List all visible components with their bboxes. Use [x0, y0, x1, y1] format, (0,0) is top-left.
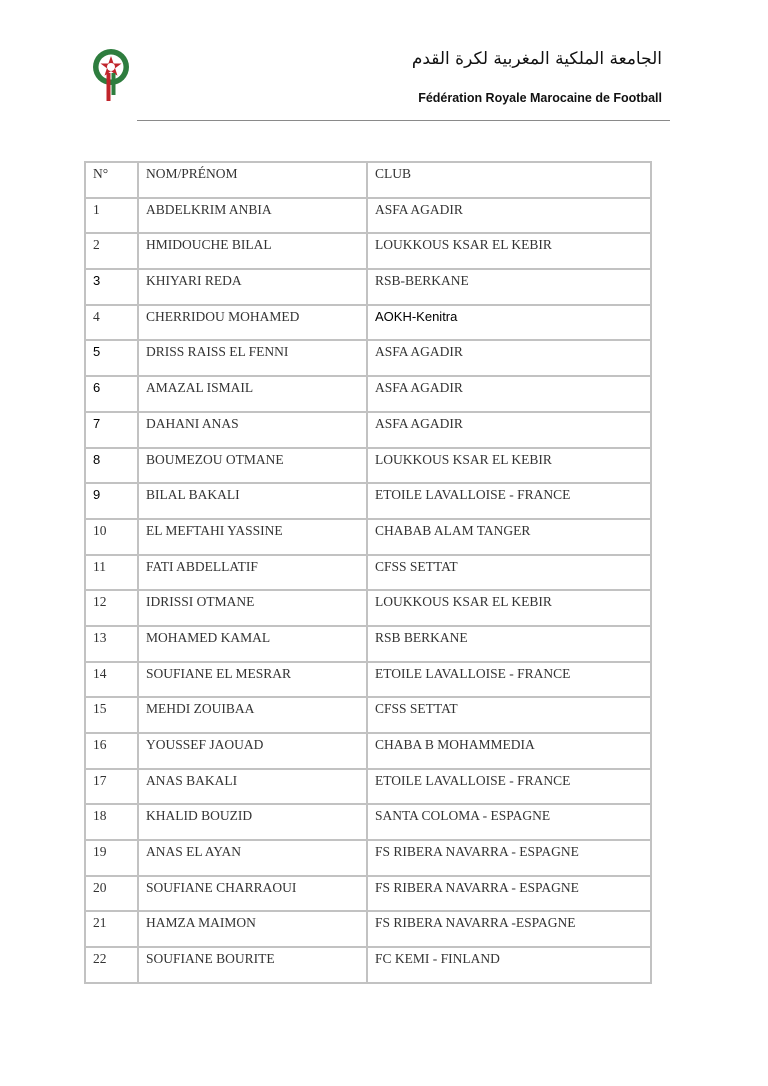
table-row	[85, 305, 651, 341]
player-name: BOUMEZOU OTMANE	[138, 448, 367, 484]
player-club: FS RIBERA NAVARRA -ESPAGNE	[367, 911, 651, 947]
player-club: LOUKKOUS KSAR EL KEBIR	[367, 590, 651, 626]
player-club: ETOILE LAVALLOISE - FRANCE	[367, 769, 651, 805]
column-header-number: N°	[85, 162, 138, 198]
table-row	[85, 590, 651, 626]
player-name: ANAS EL AYAN	[138, 840, 367, 876]
row-number: 2	[85, 233, 138, 269]
row-number: 19	[85, 840, 138, 876]
player-club: RSB-BERKANE	[367, 269, 651, 305]
table-row	[85, 233, 651, 269]
player-club: AOKH-Kenitra	[367, 305, 651, 341]
federation-logo	[90, 47, 132, 103]
table-row	[85, 269, 651, 305]
table-row	[85, 876, 651, 912]
row-number: 3	[85, 269, 138, 305]
row-number: 5	[85, 340, 138, 376]
column-header-club: CLUB	[367, 162, 651, 198]
row-number: 10	[85, 519, 138, 555]
player-club: ETOILE LAVALLOISE - FRANCE	[367, 483, 651, 519]
column-header-name: NOM/PRÉNOM	[138, 162, 367, 198]
player-name: SOUFIANE BOURITE	[138, 947, 367, 983]
row-number: 11	[85, 555, 138, 591]
player-name: SOUFIANE EL MESRAR	[138, 662, 367, 698]
table-row	[85, 555, 651, 591]
row-number: 6	[85, 376, 138, 412]
player-club: CFSS SETTAT	[367, 697, 651, 733]
player-name: EL MEFTAHI YASSINE	[138, 519, 367, 555]
player-list-table	[84, 161, 652, 984]
row-number: 17	[85, 769, 138, 805]
row-number: 4	[85, 305, 138, 341]
player-club: ETOILE LAVALLOISE - FRANCE	[367, 662, 651, 698]
row-number: 12	[85, 590, 138, 626]
player-club: FC KEMI - FINLAND	[367, 947, 651, 983]
row-number: 9	[85, 483, 138, 519]
player-club: CFSS SETTAT	[367, 555, 651, 591]
player-name: KHALID BOUZID	[138, 804, 367, 840]
table-row	[85, 626, 651, 662]
player-name: IDRISSI OTMANE	[138, 590, 367, 626]
player-name: DAHANI ANAS	[138, 412, 367, 448]
table-row	[85, 519, 651, 555]
player-club: ASFA AGADIR	[367, 340, 651, 376]
french-federation-title: Fédération Royale Marocaine de Football	[418, 91, 662, 105]
row-number: 22	[85, 947, 138, 983]
row-number: 7	[85, 412, 138, 448]
table-row	[85, 483, 651, 519]
table-row	[85, 733, 651, 769]
row-number: 14	[85, 662, 138, 698]
table-row	[85, 947, 651, 983]
row-number: 13	[85, 626, 138, 662]
row-number: 18	[85, 804, 138, 840]
player-name: ANAS BAKALI	[138, 769, 367, 805]
player-name: HMIDOUCHE BILAL	[138, 233, 367, 269]
player-name: AMAZAL ISMAIL	[138, 376, 367, 412]
player-club: ASFA AGADIR	[367, 198, 651, 234]
table-row	[85, 840, 651, 876]
player-club: RSB BERKANE	[367, 626, 651, 662]
table-row	[85, 448, 651, 484]
player-club: LOUKKOUS KSAR EL KEBIR	[367, 233, 651, 269]
table-row	[85, 911, 651, 947]
table-row	[85, 662, 651, 698]
row-number: 16	[85, 733, 138, 769]
table-row	[85, 340, 651, 376]
table-row	[85, 697, 651, 733]
table-row	[85, 769, 651, 805]
player-club: SANTA COLOMA - ESPAGNE	[367, 804, 651, 840]
player-club: ASFA AGADIR	[367, 376, 651, 412]
frmf-crest-icon	[90, 47, 132, 103]
player-name: MEHDI ZOUIBAA	[138, 697, 367, 733]
player-name: MOHAMED KAMAL	[138, 626, 367, 662]
row-number: 15	[85, 697, 138, 733]
row-number: 21	[85, 911, 138, 947]
table-row	[85, 376, 651, 412]
player-name: BILAL BAKALI	[138, 483, 367, 519]
player-name: DRISS RAISS EL FENNI	[138, 340, 367, 376]
header-divider	[137, 120, 670, 121]
player-club: FS RIBERA NAVARRA - ESPAGNE	[367, 876, 651, 912]
table-header-row	[85, 162, 651, 198]
table-row	[85, 804, 651, 840]
player-name: ABDELKRIM ANBIA	[138, 198, 367, 234]
arabic-federation-title: الجامعة الملكية المغربية لكرة القدم	[411, 49, 662, 69]
player-club: CHABA B MOHAMMEDIA	[367, 733, 651, 769]
player-club: LOUKKOUS KSAR EL KEBIR	[367, 448, 651, 484]
player-name: KHIYARI REDA	[138, 269, 367, 305]
table-row	[85, 198, 651, 234]
row-number: 8	[85, 448, 138, 484]
table-row	[85, 412, 651, 448]
player-club: ASFA AGADIR	[367, 412, 651, 448]
player-name: YOUSSEF JAOUAD	[138, 733, 367, 769]
player-name: HAMZA MAIMON	[138, 911, 367, 947]
player-name: SOUFIANE CHARRAOUI	[138, 876, 367, 912]
player-name: FATI ABDELLATIF	[138, 555, 367, 591]
row-number: 1	[85, 198, 138, 234]
player-name: CHERRIDOU MOHAMED	[138, 305, 367, 341]
row-number: 20	[85, 876, 138, 912]
player-club: CHABAB ALAM TANGER	[367, 519, 651, 555]
player-club: FS RIBERA NAVARRA - ESPAGNE	[367, 840, 651, 876]
